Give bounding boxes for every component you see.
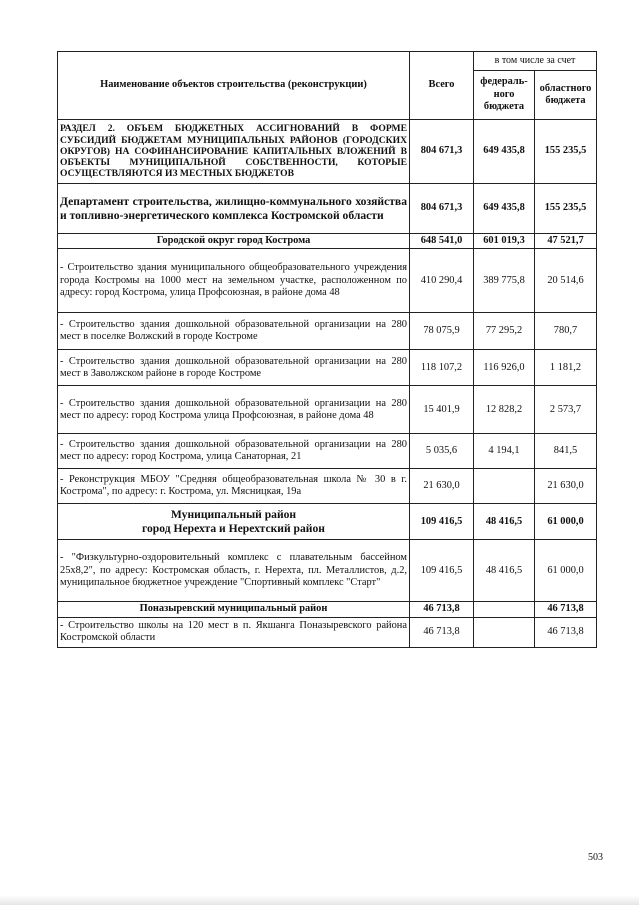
total-cell: 15 401,9 [410, 386, 474, 434]
total-cell: 410 290,4 [410, 249, 474, 313]
total-cell: 804 671,3 [410, 184, 474, 234]
regional-column-header [535, 71, 597, 120]
total-cell: 804 671,3 [410, 120, 474, 184]
district-name: Поназыревский муниципальный район [58, 602, 410, 617]
federal-column-header [474, 71, 535, 120]
regional-cell: 46 713,8 [535, 602, 597, 617]
regional-header-line: областного [539, 82, 592, 94]
total-cell: 21 630,0 [410, 469, 474, 504]
table-row [58, 234, 597, 249]
object-name: - Строительство здания дошкольной образовательной организации на 280 мест в Заволжском районе в городе Костроме [58, 350, 410, 386]
scan-edge [0, 895, 639, 905]
object-name: - Строительство здания дошкольной образовательной организации на 280 мест по адресу: город Кострома улица Профсоюзная, в районе дома 48 [58, 386, 410, 434]
federal-cell: 77 295,2 [474, 313, 535, 350]
regional-cell: 61 000,0 [535, 504, 597, 540]
header-row-1 [58, 52, 597, 71]
federal-cell [474, 602, 535, 617]
regional-cell: 155 235,5 [535, 120, 597, 184]
federal-cell: 4 194,1 [474, 434, 535, 469]
table-row [58, 249, 597, 313]
page-number: 503 [588, 852, 603, 863]
regional-cell: 841,5 [535, 434, 597, 469]
federal-cell [474, 469, 535, 504]
total-cell: 109 416,5 [410, 504, 474, 540]
regional-cell: 47 521,7 [535, 234, 597, 249]
table-row [58, 602, 597, 617]
table-row [58, 540, 597, 602]
table-row [58, 313, 597, 350]
object-name: - Строительство здания дошкольной образовательной организации на 280 мест в поселке Волжский в городе Костроме [58, 313, 410, 350]
total-cell: 46 713,8 [410, 602, 474, 617]
table-row [58, 120, 597, 184]
budget-table [57, 51, 597, 648]
total-cell: 46 713,8 [410, 617, 474, 647]
table-row [58, 184, 597, 234]
total-cell: 78 075,9 [410, 313, 474, 350]
total-cell: 648 541,0 [410, 234, 474, 249]
federal-header-line: бюджета [483, 101, 525, 113]
federal-cell [474, 617, 535, 647]
table-row [58, 434, 597, 469]
federal-cell: 649 435,8 [474, 120, 535, 184]
district-name-line: Муниципальный район [170, 508, 297, 522]
total-cell: 109 416,5 [410, 540, 474, 602]
including-header: в том числе за счет [474, 52, 597, 71]
regional-cell: 21 630,0 [535, 469, 597, 504]
object-name: - Строительство школы на 120 мест в п. Якшанга Поназыревского района Костромской области [58, 617, 410, 647]
federal-header-line: ного [493, 88, 515, 100]
district-name: Городской округ город Кострома [58, 234, 410, 249]
department-name: Департамент строительства, жилищно-коммунального хозяйства и топливно-энергетического комплекса Костромской области [58, 184, 410, 234]
federal-header-line: федераль- [480, 76, 528, 88]
total-cell: 5 035,6 [410, 434, 474, 469]
federal-cell: 12 828,2 [474, 386, 535, 434]
table-row [58, 350, 597, 386]
table-row [58, 386, 597, 434]
total-cell: 118 107,2 [410, 350, 474, 386]
regional-cell: 61 000,0 [535, 540, 597, 602]
object-name: - Реконструкция МБОУ "Средняя общеобразовательная школа № 30 в г. Кострома", по адресу: г. Кострома, ул. Мясницкая, 19а [58, 469, 410, 504]
regional-header-line: бюджета [545, 95, 586, 106]
federal-cell: 389 775,8 [474, 249, 535, 313]
regional-cell: 2 573,7 [535, 386, 597, 434]
table-row [58, 617, 597, 647]
object-name: - "Физкультурно-оздоровительный комплекс с плавательным бассейном 25х8,2", по адресу: Костромская область, г. Нерехта, пл. Металлистов, д.2, муниципальное бюджетное учреждение "Спортивный комплекс "Старт" [58, 540, 410, 602]
object-name: - Строительство здания муниципального общеобразовательного учреждения города Костромы на 1000 мест на земельном участке, расположенном по адресу: город Кострома, улица Профсоюзная, в районе дома 48 [58, 249, 410, 313]
regional-cell: 155 235,5 [535, 184, 597, 234]
total-column-header: Всего [410, 52, 474, 120]
regional-cell: 20 514,6 [535, 249, 597, 313]
federal-cell: 116 926,0 [474, 350, 535, 386]
regional-cell: 46 713,8 [535, 617, 597, 647]
federal-cell: 649 435,8 [474, 184, 535, 234]
federal-cell: 48 416,5 [474, 540, 535, 602]
regional-cell: 780,7 [535, 313, 597, 350]
section-title: РАЗДЕЛ 2. ОБЪЕМ БЮДЖЕТНЫХ АССИГНОВАНИЙ В ФОРМЕ СУБСИДИЙ БЮДЖЕТАМ МУНИЦИПАЛЬНЫХ РАЙОНОВ (ГОРОДСКИХ ОКРУГОВ) НА СОФИНАНСИРОВАНИЕ КАПИТАЛЬНЫХ ВЛОЖЕНИЙ В ОБЪЕКТЫ МУНИЦИПАЛЬНОЙ СОБСТВЕННОСТИ, КОТОРЫЕ ОСУЩЕСТВЛЯЮТСЯ ИЗ МЕСТНЫХ БЮДЖЕТОВ [58, 120, 410, 184]
federal-cell: 601 019,3 [474, 234, 535, 249]
name-column-header: Наименование объектов строительства (реконструкции) [58, 52, 410, 120]
table-row [58, 469, 597, 504]
table-row [58, 504, 597, 540]
regional-cell: 1 181,2 [535, 350, 597, 386]
district-name-line: город Нерехта и Нерехтский район [142, 521, 325, 535]
federal-cell: 48 416,5 [474, 504, 535, 540]
object-name: - Строительство здания дошкольной образовательной организации на 280 мест по адресу: город Кострома, улица Санаторная, 21 [58, 434, 410, 469]
district-name [58, 504, 410, 540]
